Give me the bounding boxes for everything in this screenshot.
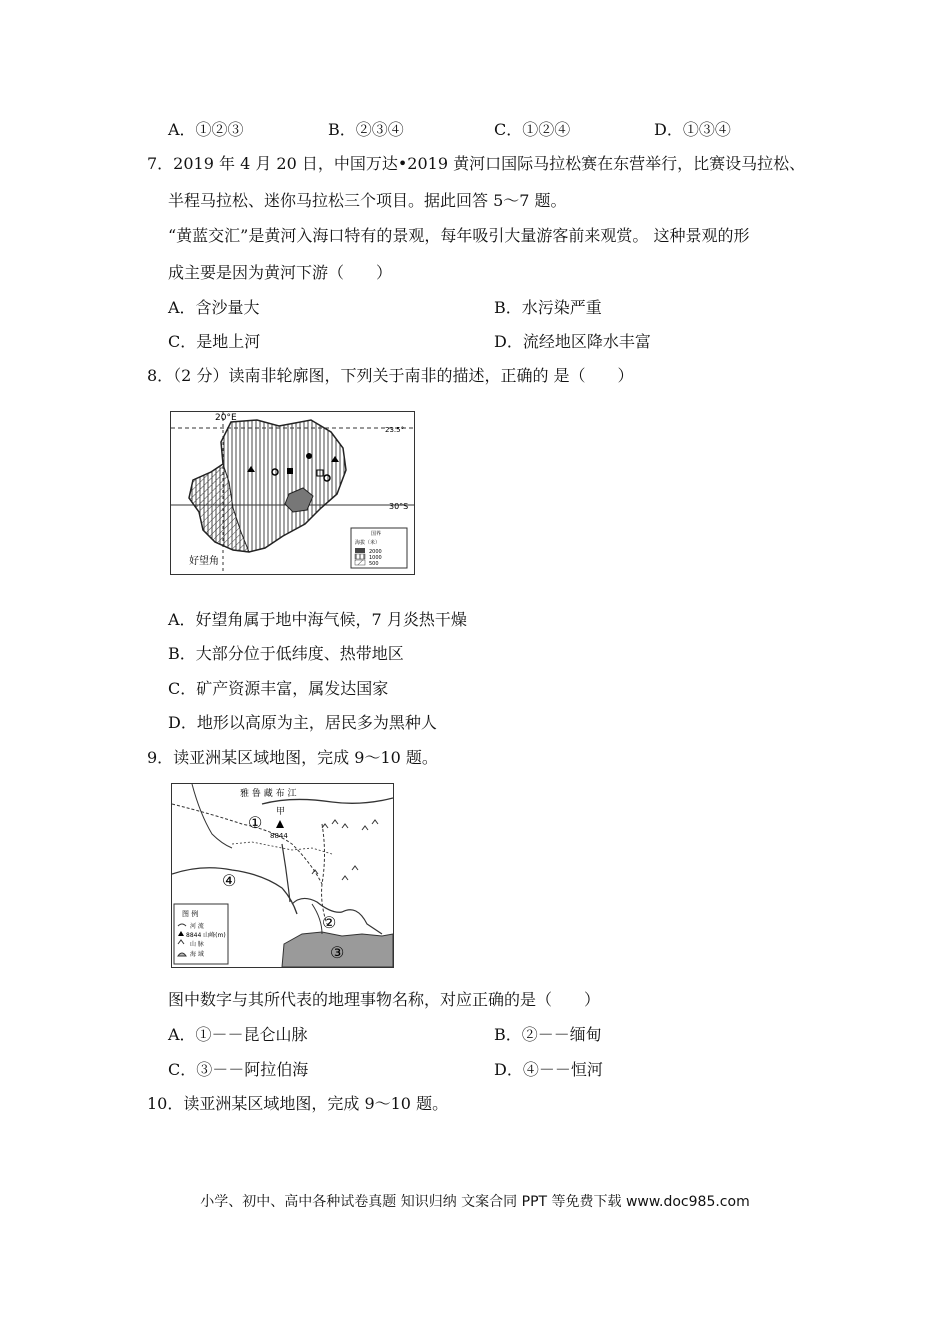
q9-option-d: D．④－－恒河 [494, 1060, 603, 1079]
legend-border: 国界 [371, 531, 382, 537]
legend-title: 图 例 [182, 910, 199, 918]
q8-option-c: C．矿产资源丰富，属发达国家 [168, 679, 389, 698]
q7-option-b: B．水污染严重 [494, 298, 602, 317]
q9-stem: 9．读亚洲某区域地图，完成 9～10 题。 [147, 748, 438, 767]
map-label-20e: 20°E [215, 413, 237, 423]
q8-stem: 8．（2 分）读南非轮廓图，下列关于南非的描述，正确的 是（ ） [147, 366, 634, 385]
q6-option-a: A．①②③ [168, 120, 244, 139]
south-africa-map [170, 411, 415, 575]
legend-1000: 1000 [369, 555, 382, 561]
legend-sea: 海 域 [190, 951, 204, 958]
q7-stem-line3: “黄蓝交汇”是黄河入海口特有的景观，每年吸引大量游客前来观赏。 这种景观的形 [168, 226, 750, 245]
legend-500: 500 [369, 561, 379, 567]
q7-stem-line1: 7．2019 年 4 月 20 日，中国万达•2019 黄河口国际马拉松赛在东营举行，比赛设马拉松、 [147, 154, 806, 173]
q9-option-a: A．①－－昆仑山脉 [168, 1025, 308, 1044]
map-label-30s: 30°S [389, 502, 409, 511]
page-footer: 小学、初中、高中各种试卷真题 知识归纳 文案合同 PPT 等免费下载 www.doc985.com [200, 1194, 750, 1210]
legend-river: 河 流 [190, 923, 204, 930]
q6-option-c: C．①②④ [494, 120, 571, 139]
map-label-river: 雅 鲁 藏 布 江 [240, 789, 297, 799]
q8-option-b: B．大部分位于低纬度、热带地区 [168, 644, 404, 663]
map-label-peak: 8844 [270, 832, 288, 840]
map-circle-4: ④ [222, 871, 237, 890]
q8-option-a: A．好望角属于地中海气候，7 月炎热干燥 [168, 610, 467, 629]
q7-option-c: C．是地上河 [168, 332, 261, 351]
q9-question: 图中数字与其所代表的地理事物名称，对应正确的是（ ） [168, 990, 601, 1009]
q6-option-d: D．①③④ [654, 120, 731, 139]
q6-option-b: B．②③④ [328, 120, 404, 139]
map-label-23-5: 23.5° [385, 426, 405, 434]
map-circle-3: ③ [330, 943, 345, 962]
q7-option-d: D．流经地区降水丰富 [494, 332, 651, 351]
legend-elevation: 海拔（米） [355, 540, 381, 546]
legend-peak: 8844 山峰(m) [186, 932, 226, 939]
q7-stem-line4: 成主要是因为黄河下游（ ） [168, 263, 393, 282]
map-circle-1: ① [248, 813, 263, 832]
q9-option-b: B．②－－缅甸 [494, 1025, 602, 1044]
legend-mountain: 山 脉 [190, 941, 204, 948]
map-circle-2: ② [322, 913, 337, 932]
south-asia-map-drawing [172, 784, 393, 967]
q7-option-a: A．含沙量大 [168, 298, 260, 317]
q9-option-c: C．③－－阿拉伯海 [168, 1060, 309, 1079]
south-africa-map-drawing [171, 412, 414, 574]
q7-stem-line2: 半程马拉松、迷你马拉松三个项目。据此回答 5～7 题。 [168, 191, 567, 210]
q8-option-d: D．地形以高原为主，居民多为黑种人 [168, 713, 437, 732]
south-asia-map [171, 783, 394, 968]
legend-2000: 2000 [369, 549, 382, 555]
map-label-jia: 甲 [276, 807, 286, 817]
q10-stem: 10．读亚洲某区域地图，完成 9～10 题。 [147, 1094, 449, 1113]
map-label-cape: 好望角 [189, 556, 219, 567]
